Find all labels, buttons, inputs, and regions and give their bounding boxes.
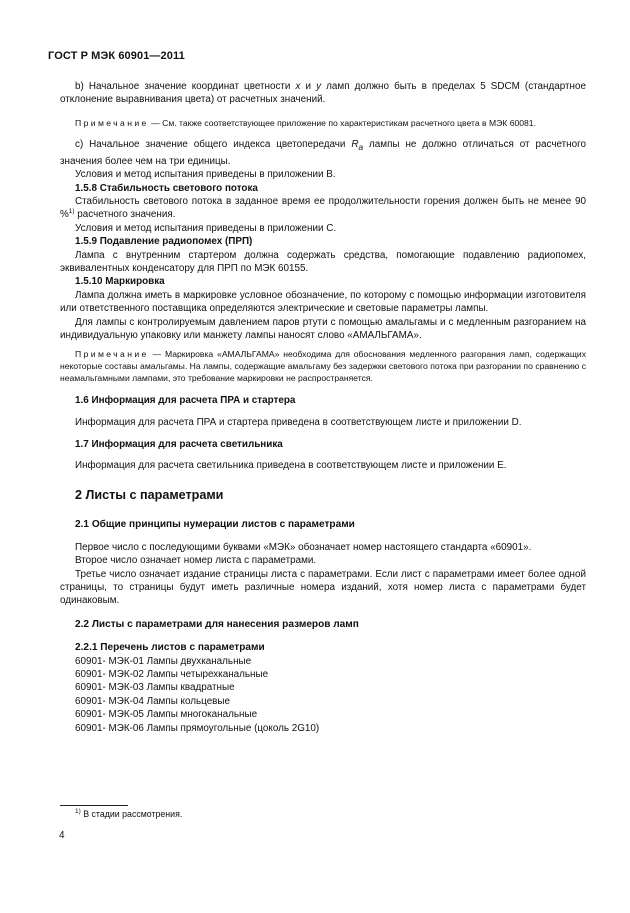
paragraph-1-7: Информация для расчета светильника приведена в соответствующем листе и приложении E.: [75, 460, 507, 472]
heading-1-5-10: 1.5.10 Маркировка: [75, 276, 165, 288]
paragraph-1-5-10b: Для лампы с контролируемым давлением паров ртути с помощью амальгамы и с медленным разгоранием на индивидуальную упаковку или манжету лампы наносят слово «АМАЛЬГАМА».: [60, 316, 586, 342]
list-item: 60901- МЭК-01 Лампы двухканальные: [75, 655, 252, 667]
paragraph-2-1b: Второе число означает номер листа с параметрами.: [75, 555, 317, 567]
heading-2: 2 Листы с параметрами: [75, 487, 224, 502]
conditions-b: Условия и метод испытания приведены в приложении B.: [75, 169, 336, 181]
heading-1-5-8: 1.5.8 Стабильность светового потока: [75, 182, 258, 194]
heading-2-2-1: 2.2.1 Перечень листов с параметрами: [75, 642, 265, 654]
paragraph-c: c) Начальное значение общего индекса цветопередачи $R_a$ лампы не должно отличаться от расчетного значения более чем на три единицы.: [60, 139, 586, 167]
heading-2-2: 2.2 Листы с параметрами для нанесения размеров ламп: [75, 618, 359, 630]
heading-1-5-9: 1.5.9 Подавление радиопомех (ПРП): [75, 236, 253, 248]
paragraph-1-6: Информация для расчета ПРА и стартера приведена в соответствующем листе и приложении D.: [75, 416, 522, 428]
heading-2-1: 2.1 Общие принципы нумерации листов с параметрами: [75, 519, 355, 531]
note-1: Примечание — См. также соответствующее приложение по характеристикам расчетного цвета в МЭК 60081.: [75, 117, 536, 128]
footnote-divider: [60, 805, 128, 806]
footnote: $^{1)}$ В стадии рассмотрения.: [75, 808, 183, 819]
standard-header: ГОСТ Р МЭК 60901—2011: [48, 50, 185, 62]
note-2: Примечание — Маркировка «АМАЛЬГАМА» необходима для обоснования медленного разгорания ламп, содержащих некоторые составы амальгамы. На лампы, содержащие амальгаму без задержки светового потока при разгорании по сравнению с неамальгамными лампами, это требование маркировки не распространяется.: [60, 349, 586, 383]
list-item: 60901- МЭК-03 Лампы квадратные: [75, 682, 235, 694]
document-body: [60, 80, 586, 735]
heading-1-6: 1.6 Информация для расчета ПРА и стартера: [75, 395, 296, 407]
paragraph-1-5-8: Стабильность светового потока в заданное время ее продолжительности горения должен быть не менее 90 %$^{1)}$ расчетного значения.: [60, 196, 586, 221]
heading-1-7: 1.7 Информация для расчета светильника: [75, 439, 283, 451]
list-item: 60901- МЭК-02 Лампы четырехканальные: [75, 668, 269, 680]
page-number: 4: [59, 830, 65, 841]
paragraph-1-5-10a: Лампа должна иметь в маркировке условное обозначение, по которому с помощью информации изготовителя или ответственного поставщика определяются электрические и световые параметры лампы.: [60, 289, 586, 315]
sheet-list: [60, 655, 586, 735]
paragraph-1-5-9: Лампа с внутренним стартером должна содержать средства, помогающие подавлению радиопомех, эквивалентных конденсатору для ПРП по МЭК 60155.: [60, 249, 586, 275]
paragraph-2-1a: Первое число с последующими буквами «МЭК» обозначает номер настоящего стандарта «60901».: [75, 541, 532, 553]
paragraph-b: b) Начальное значение координат цветности x и y ламп должно быть в пределах 5 SDCM (стандартное отклонение выравнивания цвета) от расчетных значений.: [60, 81, 586, 106]
list-item: 60901- МЭК-04 Лампы кольцевые: [75, 695, 231, 707]
footnote-ref: 1): [68, 208, 75, 216]
list-item: 60901- МЭК-06 Лампы прямоугольные (цоколь 2G10): [75, 722, 320, 734]
paragraph-2-1c: Третье число означает издание страницы листа с параметрами. Если лист с параметрами имеет более одной страницы, то страницы будут иметь различные номера изданий, хотя номер листа с параметрами будет одинаковым.: [60, 568, 586, 607]
conditions-c: Условия и метод испытания приведены в приложении C.: [75, 222, 337, 234]
list-item: 60901- МЭК-05 Лампы многоканальные: [75, 709, 258, 721]
